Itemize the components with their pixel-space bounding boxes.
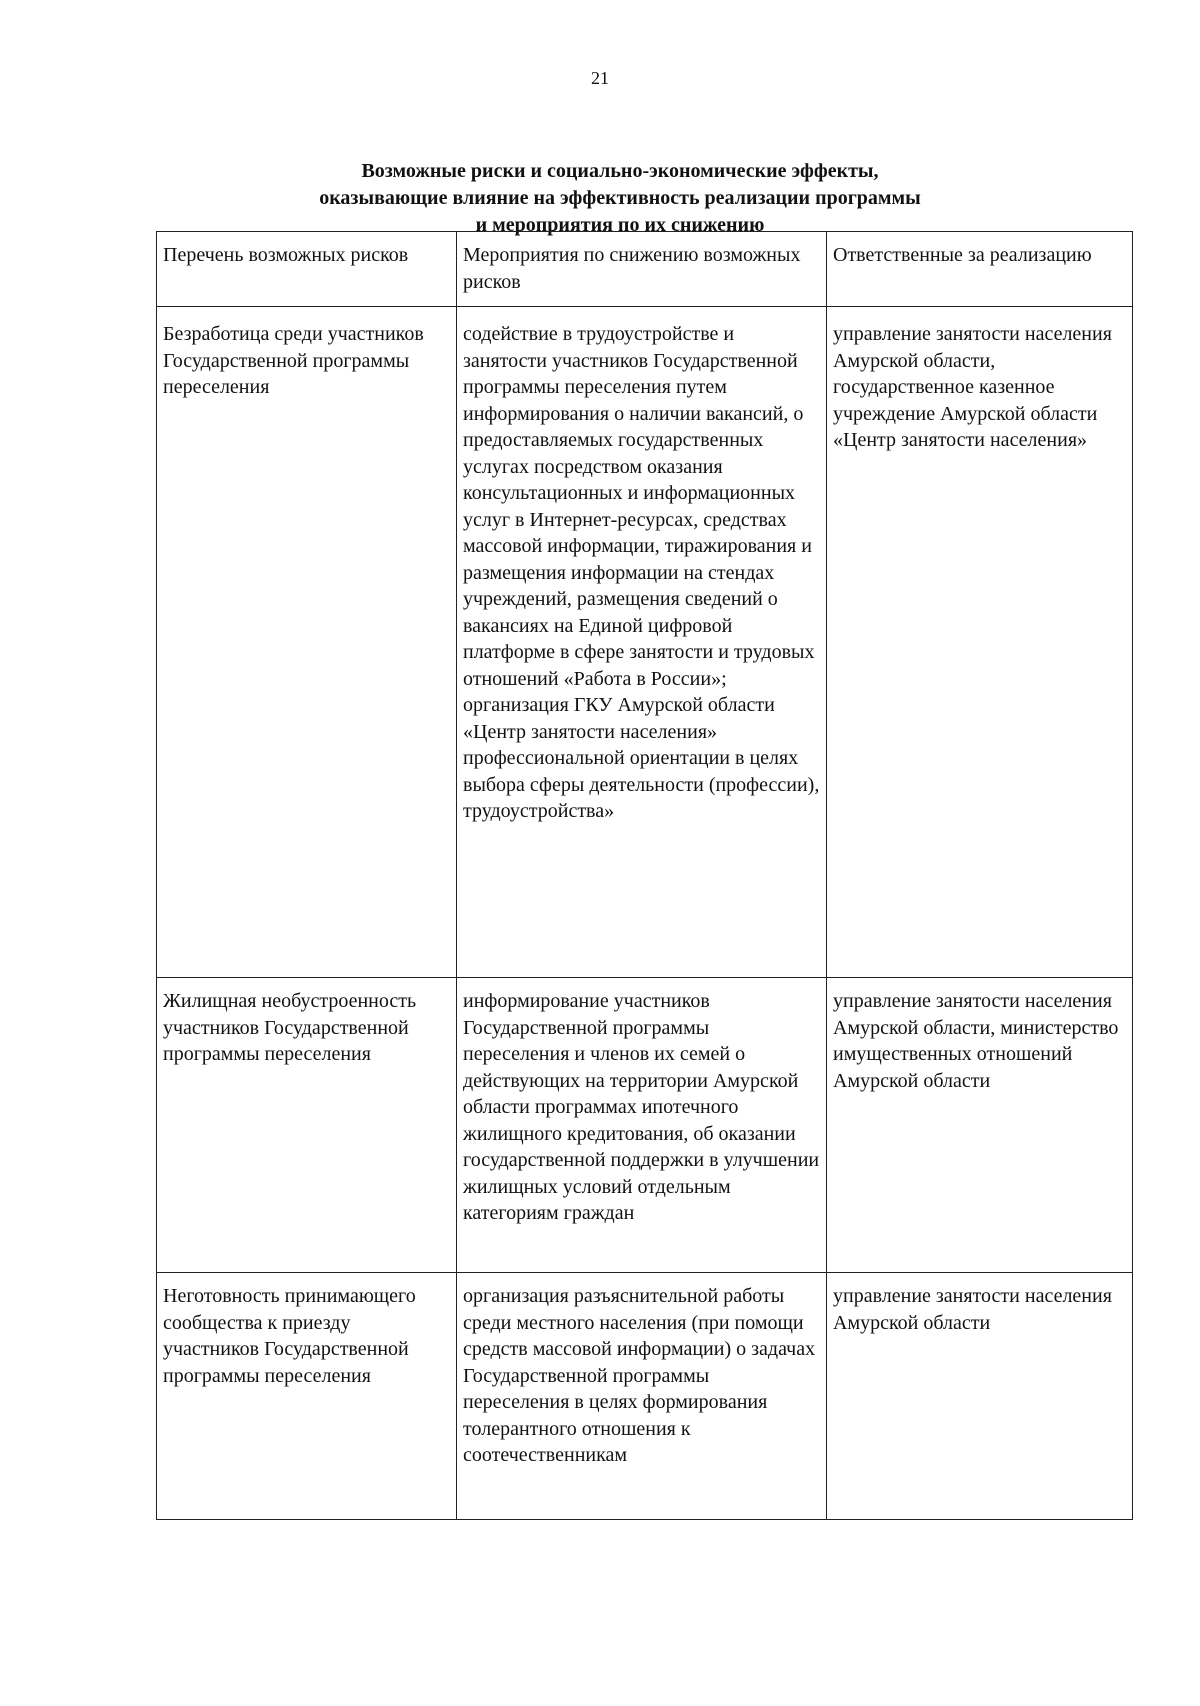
title-line-2: оказывающие влияние на эффективность реализации программы — [319, 187, 921, 209]
title-line-3: и мероприятия по их снижению — [475, 214, 765, 236]
header-responsible: Ответственные за реализацию — [827, 232, 1133, 307]
risk-table — [156, 231, 1133, 1520]
risk-cell: Безработица среди участников Государственной программы переселения — [157, 307, 457, 978]
header-risk: Перечень возможных рисков — [157, 232, 457, 307]
action-cell: содействие в трудоустройстве и занятости участников Государственной программы переселения путем информирования о наличии вакансий, о предоставляемых государственных услугах посредством оказания консультационных и информационных услуг в Интернет-ресурсах, средствах массовой информации, тиражирования и размещения информации на стендах учреждений, размещения сведений о вакансиях на Единой цифровой платформе в сфере занятости и трудовых отношений «Работа в России»; организация ГКУ Амурской области «Центр занятости населения» профессиональной ориентации в целях выбора сферы деятельности (профессии), трудоустройства» — [457, 307, 827, 978]
risk-cell: Неготовность принимающего сообщества к приезду участников Государственной программы переселения — [157, 1273, 457, 1520]
title-line-1: Возможные риски и социально-экономические эффекты, — [361, 160, 879, 182]
table-row — [157, 978, 1133, 1273]
document-title — [150, 158, 1090, 239]
responsible-cell: управление занятости населения Амурской области — [827, 1273, 1133, 1520]
responsible-cell: управление занятости населения Амурской области, министерство имущественных отношений Амурской области — [827, 978, 1133, 1273]
header-action: Мероприятия по снижению возможных рисков — [457, 232, 827, 307]
action-cell: информирование участников Государственной программы переселения и членов их семей о действующих на территории Амурской области программах ипотечного жилищного кредитования, об оказании государственной поддержки в улучшении жилищных условий отдельным категориям граждан — [457, 978, 827, 1273]
table-header-row — [157, 232, 1133, 307]
risk-cell: Жилищная необустроенность участников Государственной программы переселения — [157, 978, 457, 1273]
responsible-cell: управление занятости населения Амурской области, государственное казенное учреждение Амурской области «Центр занятости населения» — [827, 307, 1133, 978]
table-row — [157, 1273, 1133, 1520]
action-cell: организация разъяснительной работы среди местного населения (при помощи средств массовой информации) о задачах Государственной программы переселения в целях формирования толерантного отношения к соотечественникам — [457, 1273, 827, 1520]
page-number: 21 — [591, 68, 609, 88]
table-row — [157, 307, 1133, 978]
